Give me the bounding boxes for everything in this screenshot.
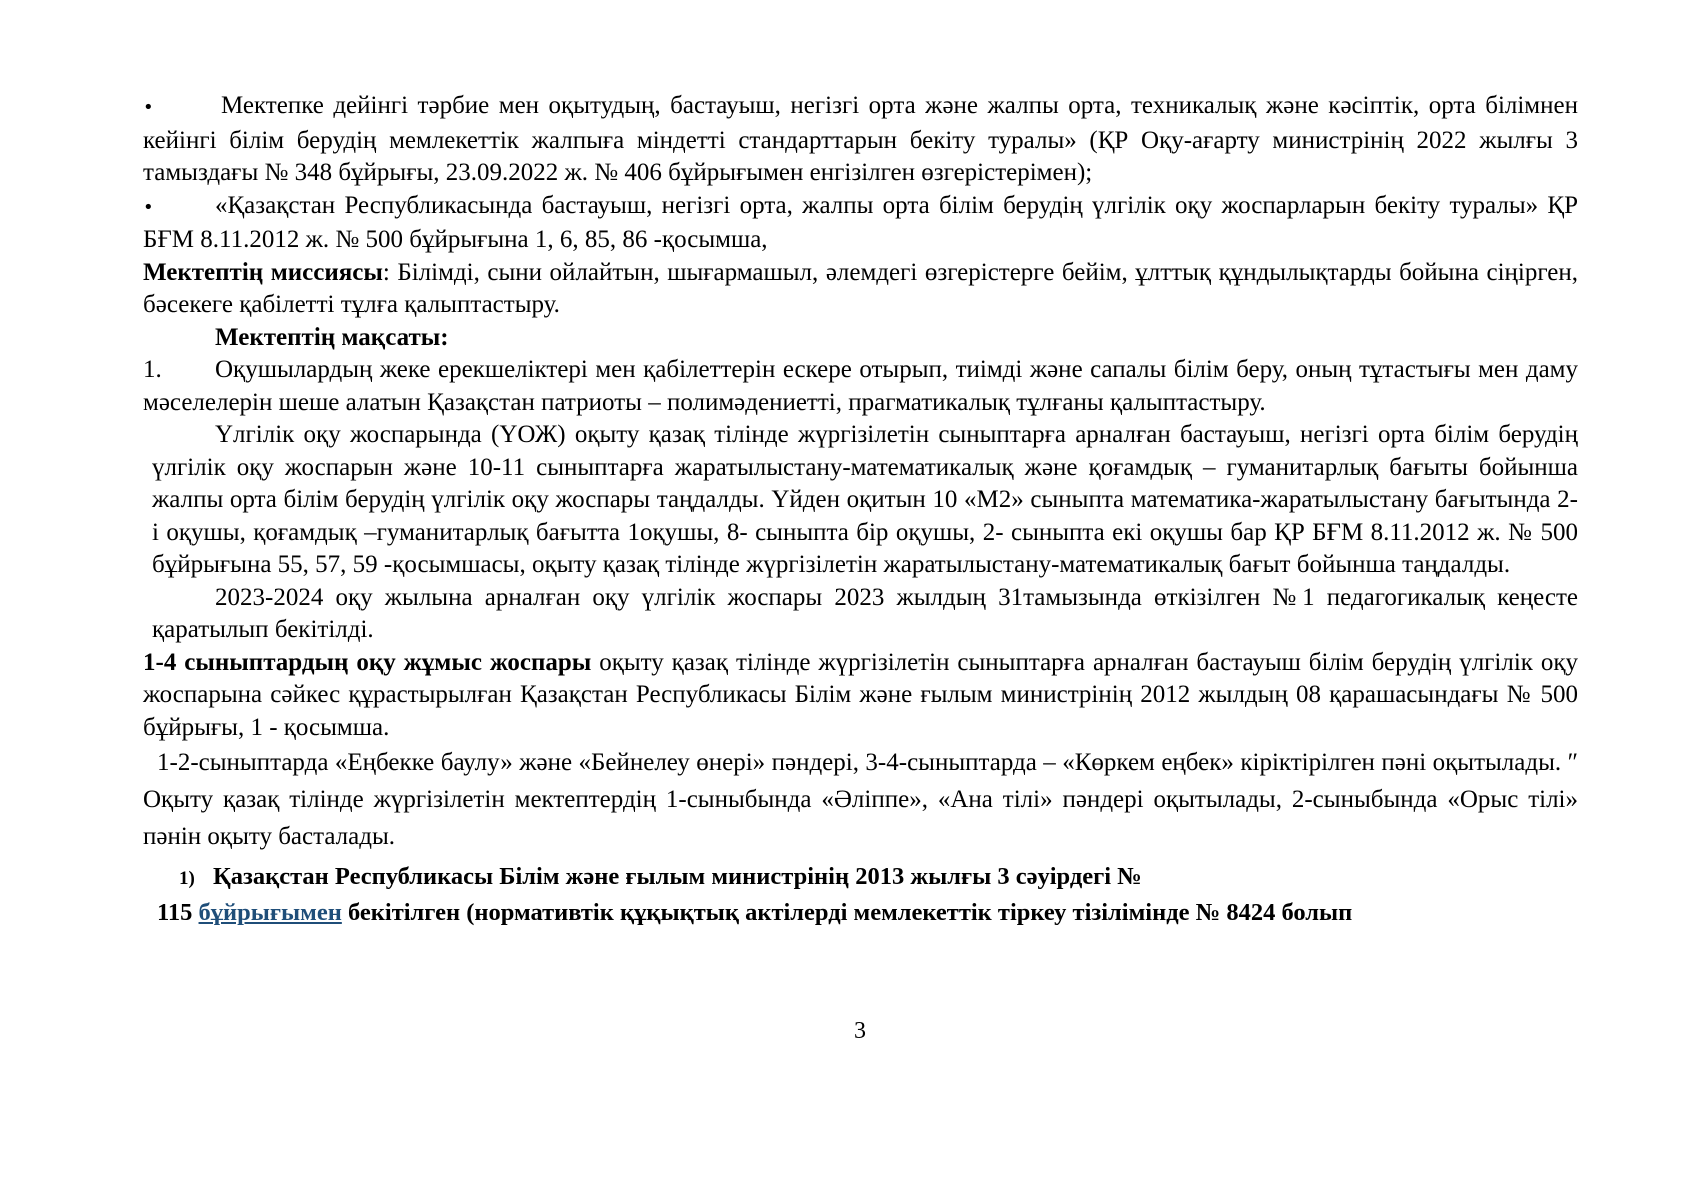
law-line-2-prefix: 115: [157, 899, 199, 926]
goal-heading: Мектептің мақсаты:: [215, 323, 449, 351]
bullet-text: «Қазақстан Республикасында бастауыш, негізгі орта, жалпы орта білім берудің үлгілік оқу жоспарларын бекіту туралы» ҚР БҒМ 8.11.2012 ж. № 500 бұйрығына 1, 6, 85, 86 -қосымша,: [143, 191, 1578, 253]
law-line-2: [143, 896, 1578, 930]
curriculum-paragraph: Үлгілік оқу жоспарында (ҮОЖ) оқыту қазақ тілінде жүргізілетін сыныптарға арналған бастауыш, негізгі орта білім берудің үлгілік оқу жоспарын және 10-11 сыныптарға жаратылыстану-математикалық және қоғамдық – гуманитарлық бағыты бойынша жалпы орта білім берудің үлгілік оқу жоспары таңдалды. Үйден оқитын 10 «М2» сыныпта математика-жаратылыстану бағытында 2-і оқушы, қоғамдық –гуманитарлық бағытта 1оқушы, 8- сыныпта бір оқушы, 2- сыныпта екі оқушы бар ҚР БҒМ 8.11.2012 ж. № 500 бұйрығына 55, 57, 59 -қосымшасы, оқыту қазақ тілінде жүргізілетін жаратылыстану-математикалық бағыт бойынша таңдалды.: [152, 421, 1578, 578]
goal-item-number: 1.: [143, 356, 162, 383]
bullet-glyph: •: [143, 97, 154, 118]
bullet-standards: [143, 90, 1578, 190]
approval-paragraph: 2023-2024 оқу жылына арналған оқу үлгілік жоспары 2023 жылдың 31тамызында өткізілген №1 педагогикалық кеңесте қаратылып бекітілді.: [152, 583, 1578, 643]
bullet-text: Мектепке дейінгі тәрбие мен оқытудың, бастауыш, негізгі орта және жалпы орта, техникалық және кәсіптік, орта білімнен кейінгі білім берудің мемлекеттік жалпыға міндетті стандарттарын бекіту туралы» (ҚР Оқу-ағарту министрінің 2022 жылғы 3 тамыздағы № 348 бұйрығы, 23.09.2022 ж. № 406 бұйрығымен енгізілген өзгерістерімен);: [143, 92, 1578, 186]
plan-1-4-paragraph: [143, 647, 1578, 745]
bullet-glyph: •: [143, 196, 154, 218]
plan-1-4-label: 1-4 сыныптардың оқу жұмыс жоспары: [143, 648, 592, 676]
law-reference: [143, 860, 1578, 930]
law-line-1-text: Қазақстан Республикасы Білім және ғылым министрінің 2013 жылғы 3 сәуірдегі №: [213, 863, 1142, 890]
goal-item-text: Оқушылардың жеке ерекшеліктері мен қабілеттерін ескере отырып, тиімді және сапалы білім беру, оның тұтастығы мен даму мәселелерін шеше алатын Қазақстан патриоты – полимәдениетті, прагматикалық тұлғаны қалыптастыру.: [143, 356, 1578, 416]
document-body: [143, 90, 1578, 930]
goal-item: [143, 354, 1578, 419]
mission-paragraph: [143, 257, 1578, 322]
law-number: 1): [179, 868, 195, 889]
mission-label: Мектептің миссиясы: [143, 258, 383, 286]
page-number: 3: [854, 1018, 866, 1044]
law-line-1: [143, 860, 1578, 896]
order-link[interactable]: бұйрығымен: [198, 899, 342, 926]
law-line-2-suffix: бекітілген (нормативтік құқықтық актілерді мемлекеттік тіркеу тізілімінде № 8424 болып: [341, 899, 1353, 926]
bullet-curriculum-order: [143, 190, 1578, 257]
plan-1-4-text: оқыту қазақ тілінде жүргізілетін сыныптарға арналған бастауыш білім берудің үлгілік оқу жоспарына сәйкес құрастырылған Қазақстан Республикасы Білім және ғылым министрінің 2012 жылдың 08 қарашасындағы № 500 бұйрығы, 1 - қосымша.: [143, 648, 1578, 741]
subjects-paragraph: 1-2-сыныптарда «Еңбекке баулу» және «Бейнелеу өнері» пәндері, 3-4-сыныптарда – «Көркем еңбек» кіріктірілген пәні оқытылады. ″ Оқыту қазақ тілінде жүргізілетін мектептердің 1-сыныбында «Әліппе», «Ана тілі» пәндері оқытылады, 2-сыныбында «Орыс тілі» пәнін оқыту басталады.: [143, 749, 1578, 850]
mission-text: : Білімді, сыни ойлайтын, шығармашыл, әлемдегі өзгерістерге бейім, ұлттық құндылықтарды бойына сіңірген, бәсекеге қабілетті тұлға қалыптастыру.: [143, 258, 1578, 318]
